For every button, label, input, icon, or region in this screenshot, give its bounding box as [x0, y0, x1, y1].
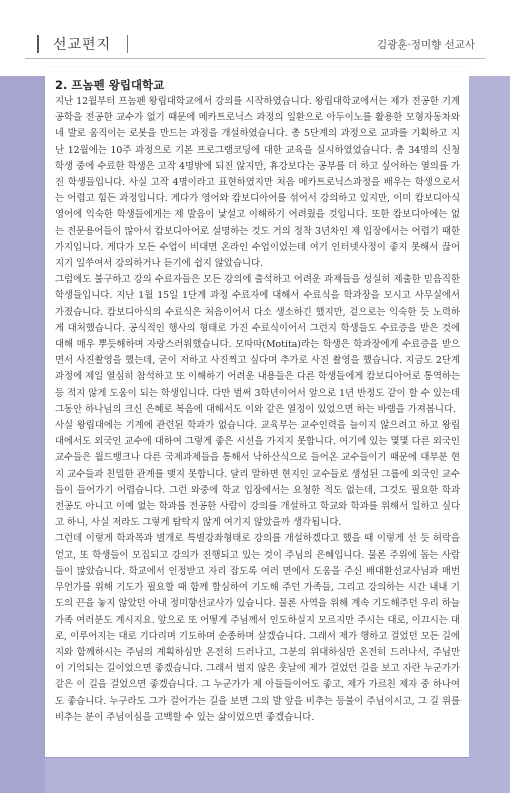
page-side-band — [0, 76, 45, 793]
letter-title: 선교편지 — [53, 37, 112, 53]
letter-body — [55, 94, 460, 726]
letter-header — [25, 33, 485, 55]
letter-author: 김광훈·정미향 선교사 — [377, 39, 475, 51]
header-divider — [127, 35, 128, 53]
header-left-rule — [37, 35, 39, 53]
paragraph: 사실 왕립대에는 기계에 관련된 학과가 없습니다. 교육부는 교수인력을 늘이지 않으려고 하고 왕립대에서도 외국인 교수에 대하여 그렇게 좋은 시선을 가지지 못합니다. 여기에 있는 몇몇 다른 외국인 교수들은 월드뱅크나 다른 국제과제들을 통해서 낙하산식으로 들어온 교수들이기 때문에 대부분 현지 교수들과 친밀한 관계를 맺지 못합니다. 달리 말하면 현지인 교수들로 생성된 그룹에 외국인 교수들이 들어가기 어렵습니다. 그런 와중에 학교 입장에서는 요청한 적도 없는데, 그것도 필요한 학과 전공도 아니고 이예 없는 학과를 전공한 사람이 강의를 개설하고 학교와 학과를 위해서 일하고 싶다고 하니, 사실 저라도 그렇게 탐탁지 않게 여기지 않았을까 생각됩니다. — [55, 420, 460, 529]
paper-bottom-rule — [45, 757, 469, 758]
section-heading: 2. 프놈펜 왕립대학교 — [55, 78, 165, 92]
header-underline — [25, 58, 485, 59]
paragraph: 그런데 이렇게 학과목과 별개로 특별강좌형태로 강의를 개설하겠다고 했을 때 이렇게 선 듯 허락을 얻고, 또 학생들이 모집되고 강의가 진행되고 있는 것이 주님의 은혜입니다. 물론 주위에 돕는 사람들이 많았습니다. 학교에서 인정받고 자리 잡도록 여러 면에서 도움을 주신 배대환선교사님과 매번 무언가를 위해 기도가 필요할 때 함께 합심하여 기도해 주던 가족들, 그리고 강의하는 시간 내내 기도의 끈을 놓지 않았던 아내 정미향선교사가 있습니다. 물론 사역을 위해 계속 기도해주던 우리 하늘가족 여러분도 계시지요. 앞으로 또 어떻게 주님께서 인도하실지 모르지만 주시는 대로, 이끄시는 대로, 이루어지는 대로 기다리며 기도하며 순종하며 살겠습니다. 그래서 제가 행하고 걸었던 모든 길에 지와 함께하시는 주님의 계획하심만 온전히 드러나고, 그분의 위대하심만 온전히 드러나서, 주님만이 기억되는 길이었으면 좋겠습니다. 그래서 벌지 않은 훗날에 제가 걸었던 길을 보고 자란 누군가가 같은 이 길을 걸었으면 좋겠습니다. 그 누군가가 제 아들들이어도 좋고, 제가 가르친 제자 중 하나여도 좋습니다. 누구라도 그가 걸어가는 길을 보면 그의 발 앞을 비추는 등불이 주님이시고, 그 길 위를 비추는 분이 주님이심을 고백할 수 있는 삶이었으면 좋겠습니다. — [55, 533, 460, 723]
paragraph: 지난 12월부터 프놈펜 왕립대학교에서 강의를 시작하였습니다. 왕립대학교에서는 제가 전공한 기계공학을 전공한 교수가 없기 때문에 메카트로닉스 과정의 일환으로 아두이노를 활용한 모형자동차와 네 발로 움직이는 로봇을 만드는 과정을 개설하였습니다. 총 5단계의 과정으로 교과를 기획하고 지난 12월에는 10주 과정으로 기본 프로그램코딩에 대한 교육을 실시하였었습니다. 총 34명의 신청학생 중에 수료한 학생은 고작 4명밖에 되진 않지만, 휴강보다는 공부를 더 하고 싶어하는 열의를 가진 학생들입니다. 사실 고작 4명이라고 표현하였지만 처음 메카트로닉스과정을 배우는 학생으로서는 어렵고 힘든 과정입니다. 게다가 영어와 캄보디아어를 섞어서 강의하고 있지만, 이미 캄보디아식 영어에 익숙한 학생들에게는 제 발음이 낯설고 이해하기 어려웠을 것입니다. 또한 캄보디아에는 없는 전문용어들이 많아서 캄보디아어로 설명하는 것도 거의 정착 3년차인 제 입장에서는 어렵기 때한가지입니다. 게다가 모든 수업이 비대면 온라인 수업이었는데 여기 인터넷사정이 좋지 못해서 끊어지기 일쑤여서 강의하거나 듣기에 쉽지 않았습니다. — [55, 96, 460, 270]
paragraph: 그럼에도 불구하고 강의 수료자들은 모든 강의에 출석하고 어려운 과제들을 성실히 제출한 믿음직한 학생들입니다. 지난 1월 15일 1단계 과정 수료자에 대해서 수료식을 학과장을 모시고 사무실에서 가졌습니다. 캄보디아식의 수료식은 처음이어서 다소 생소하긴 했지만, 겉으로는 익숙한 듯 노력하게 대처했습니다. 공식적인 행사의 형태로 가진 수료식이어서 그런지 학생들도 수료증을 받은 것에 대해 매우 뿌듯해하며 자랑스러워했습니다. 모따따(Motita)라는 학생은 학과장에게 수료증을 받으면서 사진촬영을 했는데, 굳이 저하고 사진찍고 싶다며 추가로 사진 촬영을 했습니다. 지금도 2단계 과정에 제일 열심히 참석하고 또 이해하기 어려운 내용들은 다른 학생들에게 캄보디아어로 통역하는 등 적지 않게 도움이 되는 학생입니다. 다만 벌써 3학년이어서 앞으로 1년 반정도 같이 할 수 있는데 그동안 하나님의 크신 은혜로 복음에 대해서도 이와 같은 열정이 있었으면 하는 바램을 가져봅니다. — [55, 274, 460, 415]
